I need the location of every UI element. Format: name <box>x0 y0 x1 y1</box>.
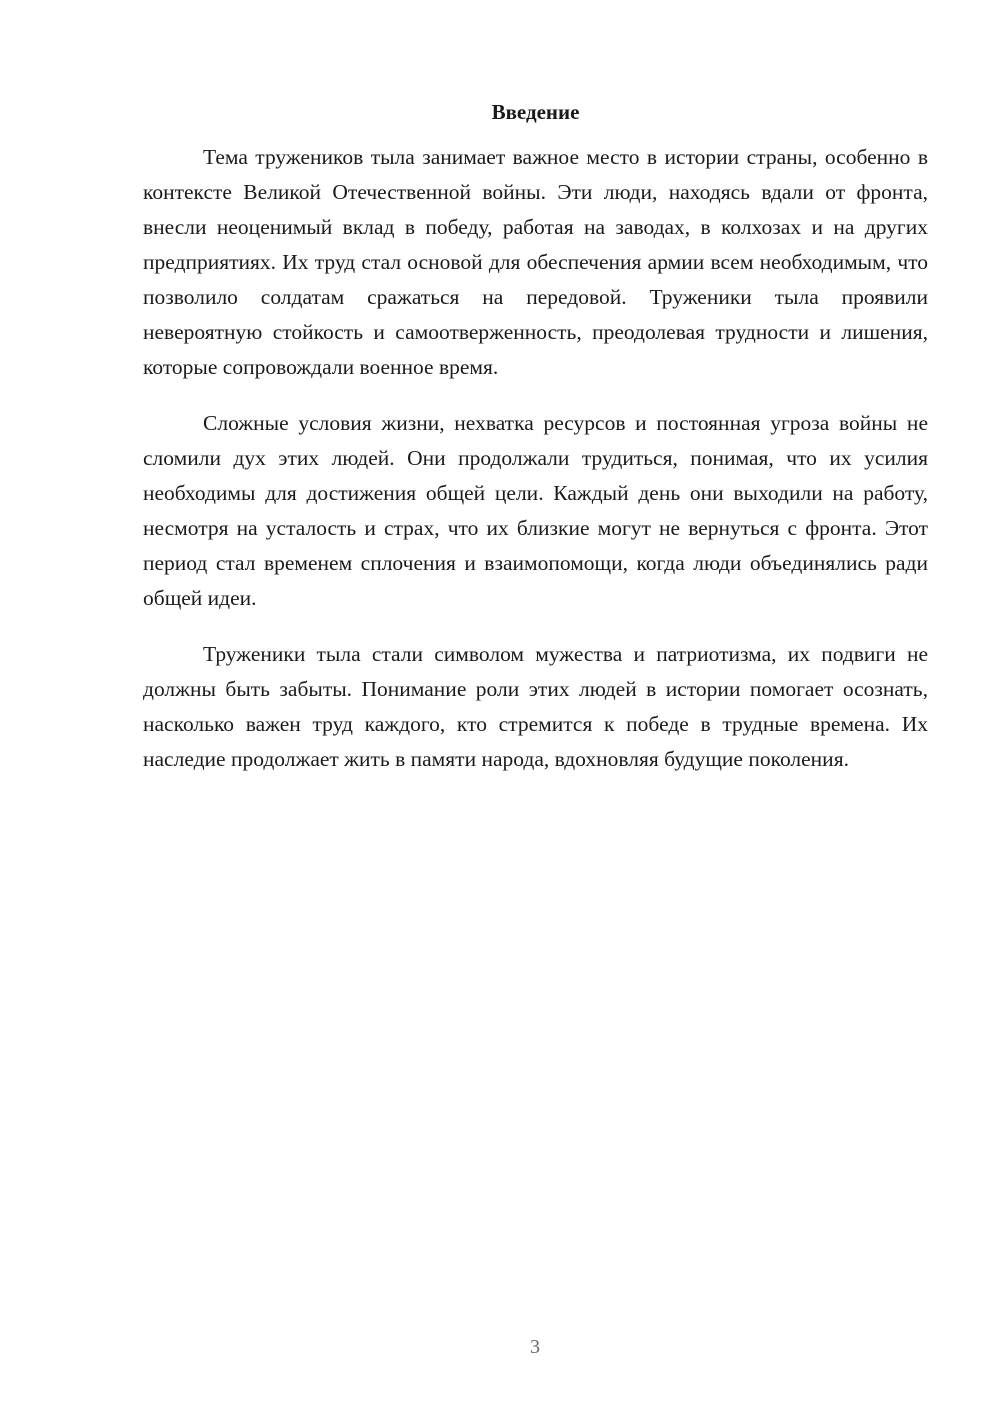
section-title: Введение <box>491 100 580 124</box>
paragraph-3: Труженики тыла стали символом мужества и патриотизма, их подвиги не должны быть забыты. Понимание роли этих людей в истории помогает осознать, насколько важен труд каждого, кто стремится к победе в трудные времена. Их наследие продолжает жить в памяти народа, вдохновляя будущие поколения. <box>143 642 928 771</box>
document-body <box>143 140 928 798</box>
paragraph-1: Тема тружеников тыла занимает важное место в истории страны, особенно в контексте Великой Отечественной войны. Эти люди, находясь вдали от фронта, внесли неоценимый вклад в победу, работая на заводах, в колхозах и на других предприятиях. Их труд стал основой для обеспечения армии всем необходимым, что позволило солдатам сражаться на передовой. Труженики тыла проявили невероятную стойкость и самоотверженность, преодолевая трудности и лишения, которые сопровождали военное время. <box>143 145 928 379</box>
paragraph-2: Сложные условия жизни, нехватка ресурсов и постоянная угроза войны не сломили дух этих людей. Они продолжали трудиться, понимая, что их усилия необходимы для достижения общей цели. Каждый день они выходили на работу, несмотря на усталость и страх, что их близкие могут не вернуться с фронта. Этот период стал временем сплочения и взаимопомощи, когда люди объединялись ради общей идеи. <box>143 411 928 610</box>
page-number: 3 <box>530 1336 540 1358</box>
